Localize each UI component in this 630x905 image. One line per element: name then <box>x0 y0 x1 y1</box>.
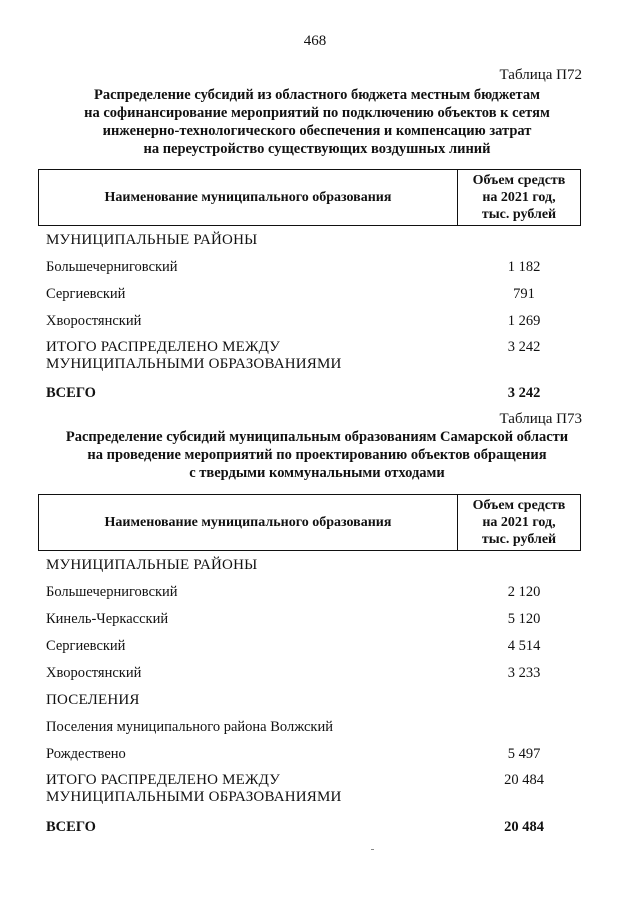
row-value <box>467 719 581 736</box>
table-row-total <box>46 819 581 836</box>
row-name: Хворостянский <box>46 313 142 329</box>
table-header <box>38 494 581 551</box>
row-name: Сергиевский <box>46 286 126 302</box>
page-number: 468 <box>303 33 327 49</box>
table-row <box>46 665 581 682</box>
table-row <box>46 232 581 249</box>
row-value: 3 233 <box>507 665 541 681</box>
row-value: 1 269 <box>507 313 541 329</box>
row-value: 1 182 <box>507 259 541 275</box>
row-value: 791 <box>513 286 535 302</box>
column-header-value-line: на 2021 год, <box>482 190 556 205</box>
row-name: Поселения муниципального района Волжский <box>46 719 333 735</box>
column-header-value-line: на 2021 год, <box>482 515 556 530</box>
row-name: ВСЕГО <box>46 385 96 401</box>
row-value: 3 242 <box>507 385 541 401</box>
column-header-value-line: Объем средств <box>472 173 566 188</box>
column-header-value <box>458 170 580 225</box>
table-title-line: на софинансирование мероприятий по подключению объектов к сетям <box>84 105 550 121</box>
row-name: МУНИЦИПАЛЬНЫЕ РАЙОНЫ <box>46 557 258 573</box>
table-title-line: Распределение субсидий муниципальным образованиям Самарской области <box>65 429 569 445</box>
row-value <box>467 232 581 249</box>
row-value: 20 484 <box>504 819 544 835</box>
row-name: Сергиевский <box>46 638 126 654</box>
table-title-line: на переустройство существующих воздушных линий <box>143 141 491 157</box>
table-row <box>46 638 581 655</box>
column-header-value <box>458 495 580 550</box>
row-name: Большечерниговский <box>46 584 178 600</box>
table-title <box>40 428 594 482</box>
row-name: Кинель-Черкасский <box>46 611 169 627</box>
table-row <box>46 259 581 276</box>
row-name-line: МУНИЦИПАЛЬНЫМИ ОБРАЗОВАНИЯМИ <box>46 356 342 372</box>
table-title-line: Распределение субсидий из областного бюджета местным бюджетам <box>94 87 540 103</box>
table-row <box>46 746 581 763</box>
table-row <box>46 692 581 709</box>
row-value: 2 120 <box>507 584 541 600</box>
table-row <box>46 584 581 601</box>
row-value: 4 514 <box>507 638 541 654</box>
row-name <box>46 339 467 373</box>
column-header-name: Наименование муниципального образования <box>39 495 458 550</box>
row-name-line: МУНИЦИПАЛЬНЫМИ ОБРАЗОВАНИЯМИ <box>46 789 342 805</box>
table-title-line: инженерно-технологического обеспечения и компенсацию затрат <box>102 123 532 139</box>
table-row <box>46 339 581 373</box>
table-row <box>46 772 581 806</box>
table-row <box>46 557 581 574</box>
table-title <box>40 86 594 158</box>
row-name-line: ИТОГО РАСПРЕДЕЛЕНО МЕЖДУ <box>46 772 281 788</box>
table-label: Таблица П72 <box>499 67 582 83</box>
row-name-line: ИТОГО РАСПРЕДЕЛЕНО МЕЖДУ <box>46 339 281 355</box>
row-name: Большечерниговский <box>46 259 178 275</box>
row-name: Рождествено <box>46 746 126 762</box>
row-value: 3 242 <box>507 339 541 355</box>
table-p72 <box>0 66 630 402</box>
table-header <box>38 169 581 226</box>
table-label: Таблица П73 <box>499 411 582 427</box>
scan-speck <box>371 849 374 850</box>
table-row <box>46 719 581 736</box>
table-row <box>46 611 581 628</box>
row-name: МУНИЦИПАЛЬНЫЕ РАЙОНЫ <box>46 232 258 248</box>
row-value <box>467 692 581 709</box>
row-value: 5 497 <box>507 746 541 762</box>
table-p73 <box>0 410 630 836</box>
table-row <box>46 286 581 303</box>
row-value: 5 120 <box>507 611 541 627</box>
row-name: Хворостянский <box>46 665 142 681</box>
table-title-line: на проведение мероприятий по проектированию объектов обращения <box>87 447 547 463</box>
table-row <box>46 313 581 330</box>
row-name: ПОСЕЛЕНИЯ <box>46 692 140 708</box>
column-header-name: Наименование муниципального образования <box>39 170 458 225</box>
row-value <box>467 557 581 574</box>
row-name: ВСЕГО <box>46 819 96 835</box>
row-name <box>46 772 467 806</box>
row-value: 20 484 <box>504 772 544 788</box>
table-title-line: с твердыми коммунальными отходами <box>189 465 445 481</box>
column-header-value-line: тыс. рублей <box>481 207 557 222</box>
column-header-value-line: Объем средств <box>472 498 566 513</box>
table-row-total <box>46 385 581 402</box>
column-header-value-line: тыс. рублей <box>481 532 557 547</box>
